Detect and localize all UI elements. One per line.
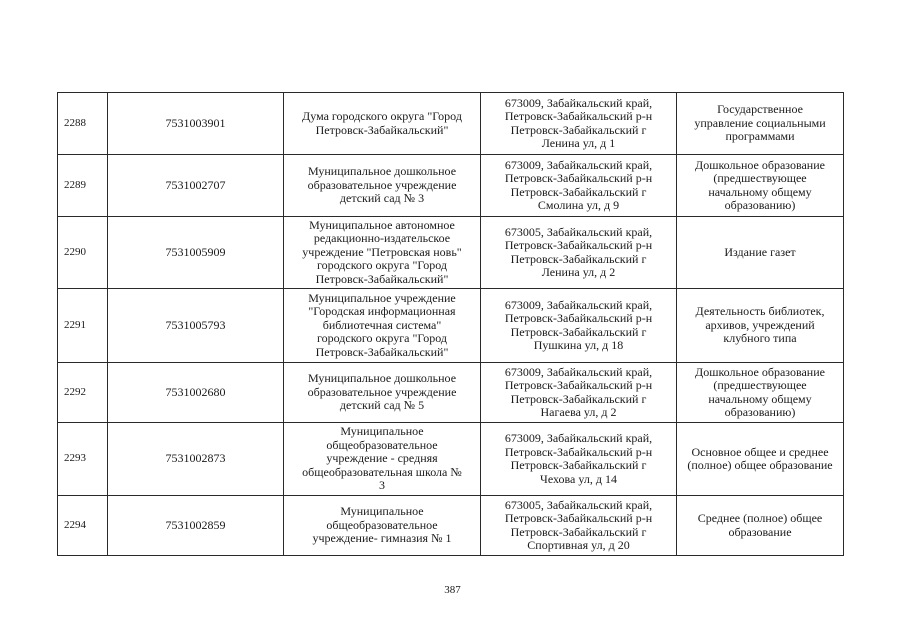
activity-cell: Издание газет bbox=[677, 217, 844, 289]
row-number: 2292 bbox=[58, 363, 108, 423]
registry-table bbox=[57, 92, 844, 556]
organization-name-cell: Муниципальное дошкольное образовательное учреждение детский сад № 5 bbox=[284, 363, 481, 423]
row-number: 2294 bbox=[58, 496, 108, 556]
activity-cell: Дошкольное образование (предшествующее начальному общему образованию) bbox=[677, 155, 844, 217]
organization-name-cell: Муниципальное дошкольное образовательное учреждение детский сад № 3 bbox=[284, 155, 481, 217]
activity-cell: Государственное управление социальными программами bbox=[677, 93, 844, 155]
address-cell: 673005, Забайкальский край, Петровск-Забайкальский р-н Петровск-Забайкальский г Спортивная ул, д 20 bbox=[481, 496, 677, 556]
activity-cell: Среднее (полное) общее образование bbox=[677, 496, 844, 556]
activity-cell: Основное общее и среднее (полное) общее образование bbox=[677, 423, 844, 496]
inn-cell: 7531002707 bbox=[108, 155, 284, 217]
address-cell: 673009, Забайкальский край, Петровск-Забайкальский р-н Петровск-Забайкальский г Смолина ул, д 9 bbox=[481, 155, 677, 217]
inn-cell: 7531005793 bbox=[108, 289, 284, 363]
inn-cell: 7531002873 bbox=[108, 423, 284, 496]
activity-cell: Дошкольное образование (предшествующее начальному общему образованию) bbox=[677, 363, 844, 423]
table-row bbox=[58, 217, 844, 289]
organization-name-cell: Муниципальное автономное редакционно-издательское учреждение "Петровская новь" городского округа "Город Петровск-Забайкальский" bbox=[284, 217, 481, 289]
inn-cell: 7531002680 bbox=[108, 363, 284, 423]
table-row bbox=[58, 93, 844, 155]
row-number: 2291 bbox=[58, 289, 108, 363]
address-cell: 673005, Забайкальский край, Петровск-Забайкальский р-н Петровск-Забайкальский г Ленина ул, д 2 bbox=[481, 217, 677, 289]
table-row bbox=[58, 496, 844, 556]
address-cell: 673009, Забайкальский край, Петровск-Забайкальский р-н Петровск-Забайкальский г Ленина ул, д 1 bbox=[481, 93, 677, 155]
inn-cell: 7531002859 bbox=[108, 496, 284, 556]
organization-name-cell: Муниципальное общеобразовательное учреждение - средняя общеобразовательная школа № 3 bbox=[284, 423, 481, 496]
row-number: 2290 bbox=[58, 217, 108, 289]
inn-cell: 7531005909 bbox=[108, 217, 284, 289]
table-row bbox=[58, 423, 844, 496]
page-number: 387 bbox=[444, 584, 461, 596]
table-row bbox=[58, 155, 844, 217]
organization-name-cell: Муниципальное учреждение "Городская информационная библиотечная система" городского округа "Город Петровск-Забайкальский" bbox=[284, 289, 481, 363]
organization-name-cell: Дума городского округа "Город Петровск-Забайкальский" bbox=[284, 93, 481, 155]
address-cell: 673009, Забайкальский край, Петровск-Забайкальский р-н Петровск-Забайкальский г Пушкина ул, д 18 bbox=[481, 289, 677, 363]
row-number: 2288 bbox=[58, 93, 108, 155]
row-number: 2293 bbox=[58, 423, 108, 496]
organization-name-cell: Муниципальное общеобразовательное учреждение- гимназия № 1 bbox=[284, 496, 481, 556]
activity-cell: Деятельность библиотек, архивов, учреждений клубного типа bbox=[677, 289, 844, 363]
table-row bbox=[58, 363, 844, 423]
address-cell: 673009, Забайкальский край, Петровск-Забайкальский р-н Петровск-Забайкальский г Нагаева ул, д 2 bbox=[481, 363, 677, 423]
address-cell: 673009, Забайкальский край, Петровск-Забайкальский р-н Петровск-Забайкальский г Чехова ул, д 14 bbox=[481, 423, 677, 496]
table-row bbox=[58, 289, 844, 363]
inn-cell: 7531003901 bbox=[108, 93, 284, 155]
row-number: 2289 bbox=[58, 155, 108, 217]
